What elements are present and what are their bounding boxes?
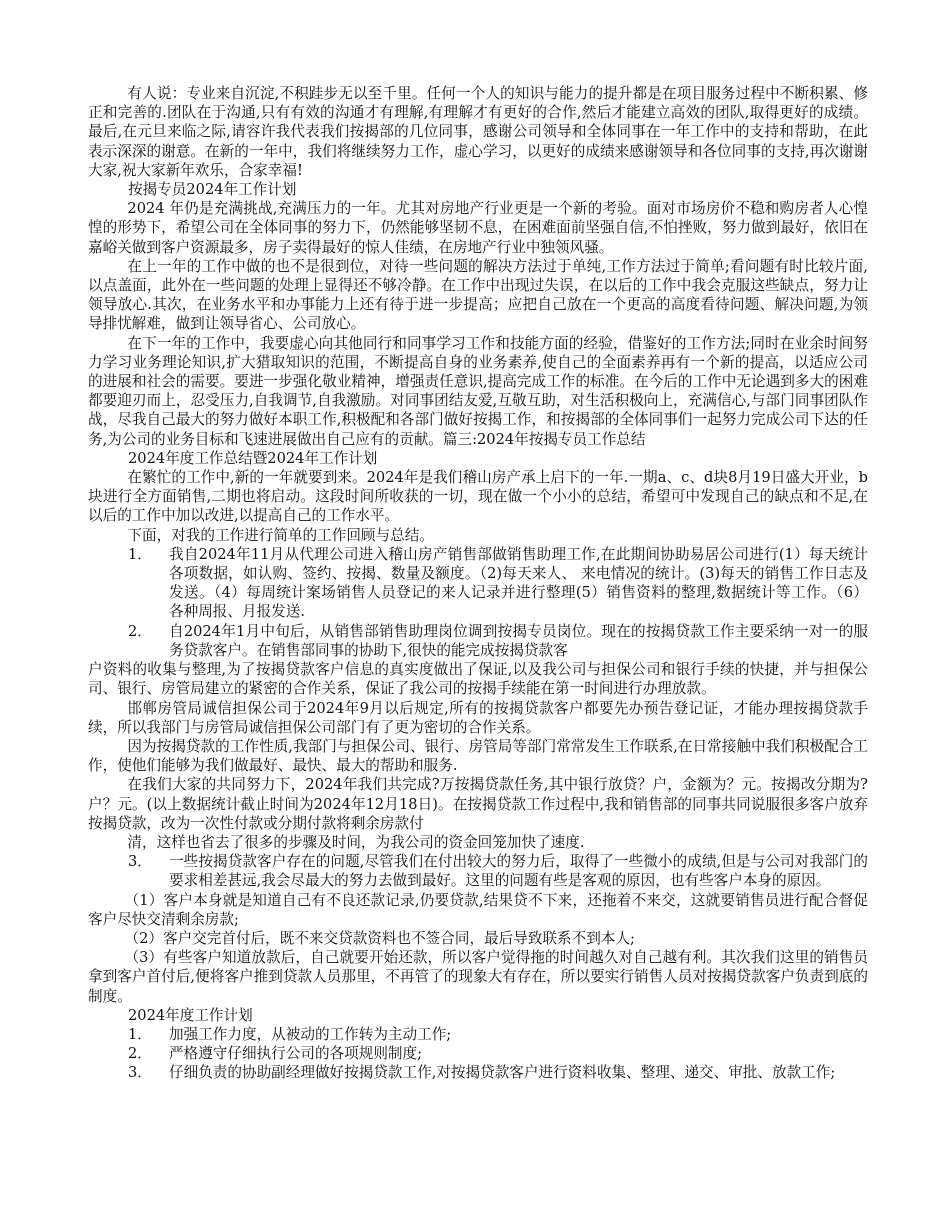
paragraph: （1）客户本身就是知道自己有不良还款记录,仍要贷款,结果贷不下来，还拖着不来交，这就要销售员进行配合督促客户尽快交清剩余房款; xyxy=(88,891,868,928)
list-item-text: 严格遵守仔细执行公司的各项规则制度; xyxy=(169,1045,423,1063)
list-item-text: 自2024年1月中旬后，从销售部销售助理岗位调到按揭专员岗位。现在的按揭贷款工作主要采纳一对一的服务贷款客户。在销售部同事的协助下,很快的能完成按揭贷款客 xyxy=(169,622,868,659)
list-item xyxy=(88,1025,868,1044)
list-item-text: 我自2024年11月从代理公司进入稽山房产销售部做销售助理工作,在此期间协助易居公司进行(1）每天统计各项数据，如认购、签约、按揭、数量及额度。（2)每天来人、 来电情况的统计。(3)每天的销售工作日志及发送。（4）每周统计案场销售人员登记的来人记录并进行整理(5）销售资料的整理,数据统计等工作。（6） 各种周报、月报发送. xyxy=(169,545,868,621)
list-number: 3． xyxy=(128,1064,152,1082)
paragraph: （2）客户交完首付后，既不来交贷款资料也不签合同，最后导致联系不到本人; xyxy=(124,929,635,947)
section-heading: 2024年度工作总结暨2024年工作计划 xyxy=(128,449,378,467)
list-item-text: 仔细负责的协助副经理做好按揭贷款工作,对按揭贷款客户进行资料收集、整理、递交、审批、放款工作; xyxy=(169,1064,836,1082)
list-item-text: 加强工作力度，从被动的工作转为主动工作; xyxy=(169,1025,452,1043)
list-item xyxy=(88,1044,868,1063)
paragraph: 在我们大家的共同努力下，2024年我们共完成?万按揭贷款任务,其中银行放贷？户，金额为？元。按揭改分期为?户？元。(以上数据统计截止时间为2024年12月18日)。在按揭贷款工作过程中,我和销售部的同事共同说服很多客户放弃按揭贷款，改为一次性付款或分期付款将剩余房款付 xyxy=(88,776,868,832)
paragraph: 2024 年仍是充满挑战,充满压力的一年。尤其对房地产行业更是一个新的考验。面对市场房价不稳和购房者人心惶惶的形势下，希望公司在全体同事的努力下，仍然能够坚韧不息，在困难面前坚强自信,不怕挫败，努力做到最好，依旧在嘉峪关做到客户资源最多，房子卖得最好的惊人佳绩，在房地产行业中独领风骚。 xyxy=(88,200,868,256)
list-number: 1． xyxy=(128,1025,152,1043)
section-heading: 按揭专员2024年工作计划 xyxy=(128,181,297,199)
list-number: 2． xyxy=(128,1045,152,1063)
list-number: 1． xyxy=(128,545,152,563)
paragraph: 在下一年的工作中，我要虚心向其他同行和同事学习工作和技能方面的经验，借鉴好的工作方法;同时在业余时间努力学习业务理论知识,扩大猎取知识的范围，不断提高自身的业务素养,使自己的全面素养再有一个新的提高，以适应公司的进展和社会的需要。要进一步强化敬业精神，增强责任意识,提高完成工作的标准。在今后的工作中无论遇到多大的困难都要迎刃而上，忍受压力,自我调节,自我激励。对同事团结友爱,互敬互助，对生活积极向上，充满信心,与部门同事团队作战，尽我自己最大的努力做好本职工作,积极配和各部门做好按揭工作，和按揭部的全体同事们一起努力完成公司下达的任务,为公司的业务目标和飞速进展做出自己应有的贡献。篇三:2024年按揭专员工作总结 xyxy=(88,334,868,448)
paragraph: 清，这样也省去了很多的步骤及时间，为我公司的资金回笼加快了速度. xyxy=(127,833,585,851)
list-item xyxy=(88,622,868,660)
paragraph: 下面，对我的工作进行简单的工作回顾与总结。 xyxy=(127,526,434,544)
list-item-text: 一些按揭贷款客户存在的问题,尽管我们在付出较大的努力后，取得了一些微小的成绩,但是与公司对我部门的要求相差甚远,我会尽最大的努力去做到最好。这里的问题有些是客观的原因，也有些客户本身的原因。 xyxy=(169,853,868,890)
list-number: 2． xyxy=(128,622,152,640)
paragraph: 有人说：专业来自沉淀,不积跬步无以至千里。任何一个人的知识与能力的提升都是在项目服务过程中不断积累、修正和完善的.团队在于沟通,只有有效的沟通才有理解,有理解才有更好的合作,然后才能建立高效的团队,取得更好的成绩。最后,在元旦来临之际,请容许我代表我们按揭部的几位同事，感谢公司领导和全体同事在一年工作中的支持和帮助，在此表示深深的谢意。在新的一年中，我们将继续努力工作，虚心学习，以更好的成绩来感谢领导和各位同事的支持,再次谢谢大家,祝大家新年欢乐，合家幸福! xyxy=(88,85,868,179)
list-number: 3． xyxy=(128,853,152,871)
list-item xyxy=(88,545,868,622)
list-item xyxy=(88,852,868,890)
section-heading: 2024年度工作计划 xyxy=(128,1006,253,1024)
paragraph: 户资料的收集与整理,为了按揭贷款客户信息的真实度做出了保证,以及我公司与担保公司和银行手续的快捷，并与担保公司、银行、房管局建立的紧密的合作关系，保证了我公司的按揭手续能在第一时间进行办理放款。 xyxy=(88,661,868,698)
list-item xyxy=(88,1063,868,1082)
paragraph: 在上一年的工作中做的也不是很到位，对待一些问题的解决方法过于单纯,工作方法过于简单;看问题有时比较片面,以点盖面，此外在一些问题的处理上显得还不够冷静。在工作中出现过失误，在以后的工作中我会克服这些缺点，努力让领导放心.其次，在业务水平和办事能力上还有待于进一步提高；应把自己放在一个更高的高度看待问题、解决问题,为领导排忧解难，做到让领导省心、公司放心。 xyxy=(88,257,868,333)
paragraph: 在繁忙的工作中,新的一年就要到来。2024年是我们稽山房产承上启下的一年.一期a、c、d块8月19日盛大开业，b块进行全方面销售,二期也将启动。这段时间所收获的一切，现在做一个小小的总结，希望可中发现自己的缺点和不足,在以后的工作中加以改进,以提高自己的工作水平。 xyxy=(88,469,868,525)
paragraph: 因为按揭贷款的工作性质,我部门与担保公司、银行、房管局等部门常常发生工作联系,在日常接触中我们积极配合工作，使他们能够为我们做最好、最快、最大的帮助和服务. xyxy=(88,737,868,775)
paragraph: （3）有些客户知道放款后，自己就要开始还款，所以客户觉得拖的时间越久对自己越有利。其次我们这里的销售员拿到客户首付后,便将客户推到贷款人员那里，不再管了的现象大有存在，所以要实行销售人员对按揭贷款客户负责到底的制度。 xyxy=(88,949,868,1005)
paragraph: 邯郸房管局诚信担保公司于2024年9月以后规定,所有的按揭贷款客户都要先办预告登记证，才能办理按揭贷款手续，所以我部门与房管局诚信担保公司部门有了更为密切的合作关系。 xyxy=(88,699,868,736)
